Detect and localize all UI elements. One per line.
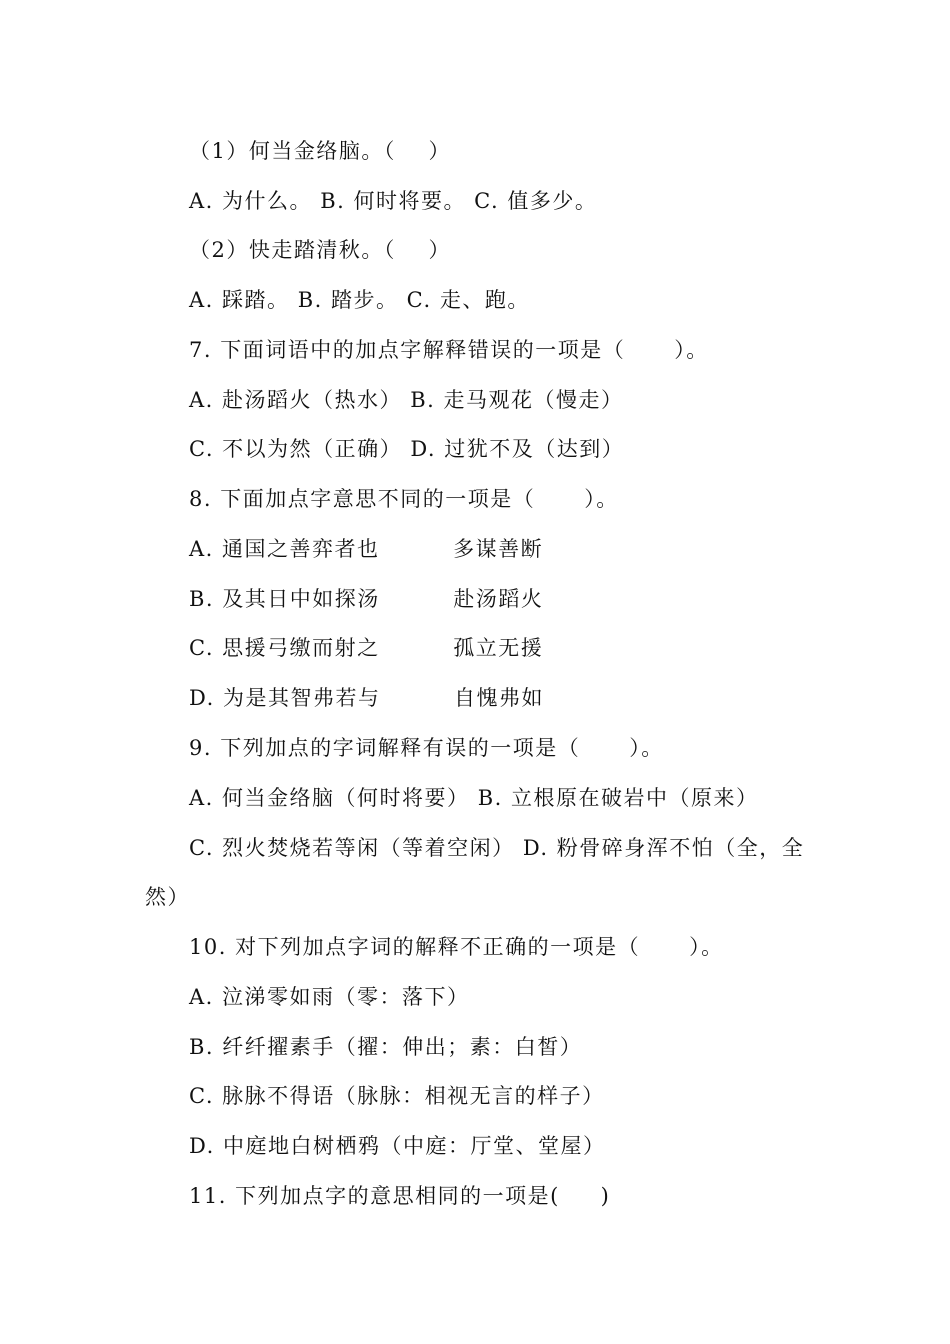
q10-option-c: C. 脉脉不得语（脉脉：相视无言的样子）: [189, 1084, 605, 1108]
q9-options-cd: C. 烈火焚烧若等闲（等着空闲） D. 粉骨碎身浑不怕（全，全: [189, 836, 805, 860]
q7-options-ab: A. 赴汤蹈火（热水） B. 走马观花（慢走）: [189, 388, 624, 412]
q7-options-cd: C. 不以为然（正确） D. 过犹不及（达到）: [189, 437, 625, 461]
q9-options-cd-continued: 然）: [145, 885, 190, 909]
q10-option-d: D. 中庭地白树栖鸦（中庭：厅堂、堂屋）: [189, 1134, 606, 1158]
q8-option-d: D. 为是其智弗若与 自愧弗如: [189, 686, 545, 710]
q7-stem: 7. 下面词语中的加点字解释错误的一项是（ ）。: [189, 338, 709, 362]
q10-stem: 10. 对下列加点字词的解释不正确的一项是（ ）。: [189, 935, 724, 959]
q9-stem: 9. 下列加点的字词解释有误的一项是（ ）。: [189, 736, 664, 760]
q-poem-2-options: A. 踩踏。 B. 踏步。 C. 走、跑。: [189, 288, 530, 312]
q9-options-ab: A. 何当金络脑（何时将要） B. 立根原在破岩中（原来）: [189, 786, 759, 810]
q-poem-1-options: A. 为什么。 B. 何时将要。 C. 值多少。: [189, 189, 598, 213]
q-poem-1-stem: （1）何当金络脑。（ ）: [189, 139, 452, 163]
q8-option-c: C. 思援弓缴而射之 孤立无援: [189, 636, 544, 660]
q8-stem: 8. 下面加点字意思不同的一项是（ ）。: [189, 487, 619, 511]
q8-option-b: B. 及其日中如探汤 赴汤蹈火: [189, 587, 544, 611]
q-poem-2-stem: （2）快走踏清秋。（ ）: [189, 238, 452, 262]
q10-option-a: A. 泣涕零如雨（零：落下）: [189, 985, 470, 1009]
q10-option-b: B. 纤纤擢素手（擢：伸出；素：白皙）: [189, 1035, 583, 1059]
q11-stem: 11. 下列加点字的意思相同的一项是( ): [189, 1184, 611, 1208]
q8-option-a: A. 通国之善弈者也 多谋善断: [189, 537, 544, 561]
